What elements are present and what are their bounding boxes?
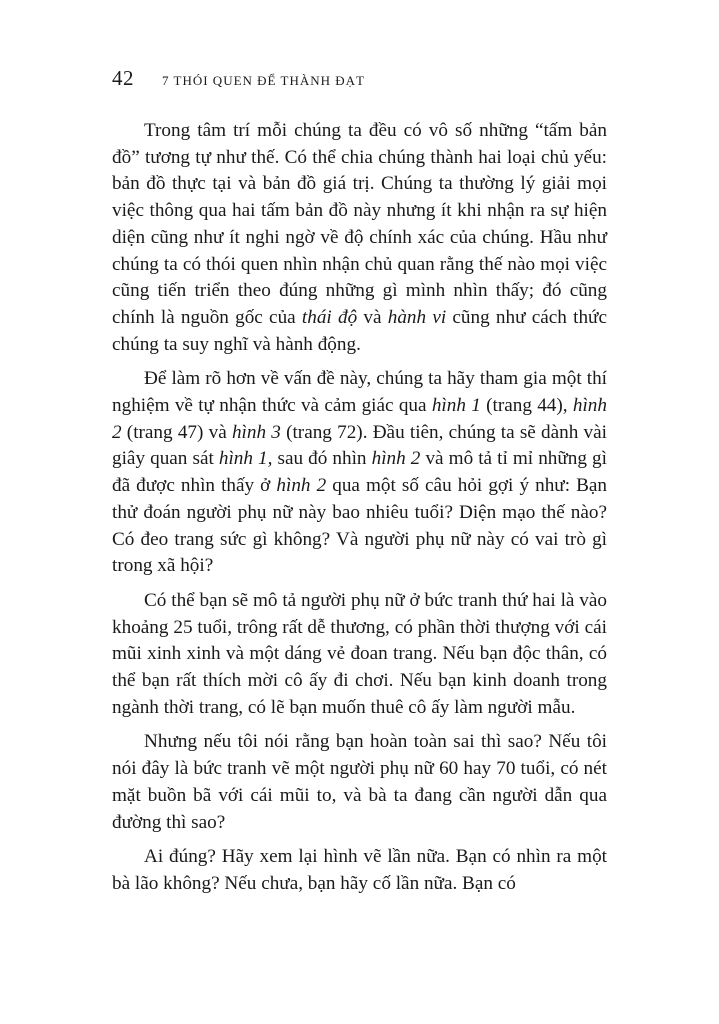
paragraph-2 bbox=[112, 366, 607, 580]
text-run: và bbox=[357, 306, 388, 328]
italic-run: hình 2 bbox=[371, 448, 421, 470]
page-number: 42 bbox=[112, 66, 134, 90]
paragraph-4 bbox=[112, 729, 607, 836]
text-run: Trong tâm trí mỗi chúng ta đều có vô số những “tấm bản đồ” tương tự như thế. Có thể chia chúng thành hai loại chủ yếu: bản đồ thực tại và bản đồ giá trị. Chúng ta thường lý giải mọi việc thông qua hai tấm bản đồ này nhưng ít khi nhận ra sự hiện diện cũng như ít nghi ngờ về độ chính xác của chúng. Hầu như chúng ta có thói quen nhìn nhận chủ quan rằng thế nào mọi việc cũng tiến triển theo đúng những gì mình nhìn thấy; đó cũng chính là nguồn gốc của bbox=[112, 120, 607, 328]
italic-run: hình 3 bbox=[231, 421, 281, 443]
paragraph-1 bbox=[112, 118, 607, 358]
body-text bbox=[112, 118, 607, 906]
text-run: và mô tả tỉ mỉ những gì đã được nhìn thấy ở bbox=[112, 448, 607, 497]
text-run: qua một số câu hỏi gợi ý như: Bạn thử đoán người phụ nữ này bao nhiêu tuổi? Diện mạo thế nào? Có đeo trang sức gì không? Và người phụ nữ này có vai trò gì trong xã hội? bbox=[112, 475, 608, 577]
italic-run: hình 1 bbox=[431, 395, 481, 417]
paragraph-3 bbox=[112, 588, 607, 722]
text-run: Để làm rõ hơn về vấn đề này, chúng ta hãy tham gia một thí nghiệm về tự nhận thức và cảm giác qua bbox=[112, 368, 607, 417]
running-header bbox=[112, 66, 365, 91]
text-run: cũng như cách thức chúng ta suy nghĩ và hành động. bbox=[112, 306, 607, 355]
italic-run: hình 2 bbox=[276, 475, 327, 497]
text-run: (trang 47) và bbox=[121, 421, 232, 443]
italic-run: hình 2 bbox=[112, 395, 607, 443]
book-title: 7 THÓI QUEN ĐỂ THÀNH ĐẠT bbox=[162, 73, 365, 88]
text-run: Nhưng nếu tôi nói rằng bạn hoàn toàn sai thì sao? Nếu tôi nói đây là bức tranh vẽ một người phụ nữ 60 hay 70 tuổi, có nét mặt buồn bã với cái mũi to, và bà ta đang cần người dẫn qua đường thì sao? bbox=[112, 731, 607, 833]
italic-run: hình 1, bbox=[218, 448, 273, 470]
text-run: (trang 44), bbox=[480, 395, 573, 417]
italic-run: hành vi bbox=[387, 306, 447, 328]
italic-run: thái độ bbox=[301, 306, 358, 328]
text-run: Ai đúng? Hãy xem lại hình vẽ lần nữa. Bạn có nhìn ra một bà lão không? Nếu chưa, bạn hãy cố lần nữa. Bạn có bbox=[112, 846, 607, 894]
text-run: sau đó nhìn bbox=[272, 448, 372, 470]
text-run: Có thể bạn sẽ mô tả người phụ nữ ở bức tranh thứ hai là vào khoảng 25 tuổi, trông rất dễ thương, có phần thời thượng với cái mũi xinh xinh và một dáng vẻ đoan trang. Nếu bạn độc thân, có thể bạn rất thích mời cô ấy đi chơi. Nếu bạn kinh doanh trong ngành thời trang, có lẽ bạn muốn thuê cô ấy làm người mẫu. bbox=[112, 589, 607, 718]
paragraph-5 bbox=[112, 844, 607, 897]
text-run: (trang 72). Đầu tiên, chúng ta sẽ dành vài giây quan sát bbox=[112, 421, 607, 470]
